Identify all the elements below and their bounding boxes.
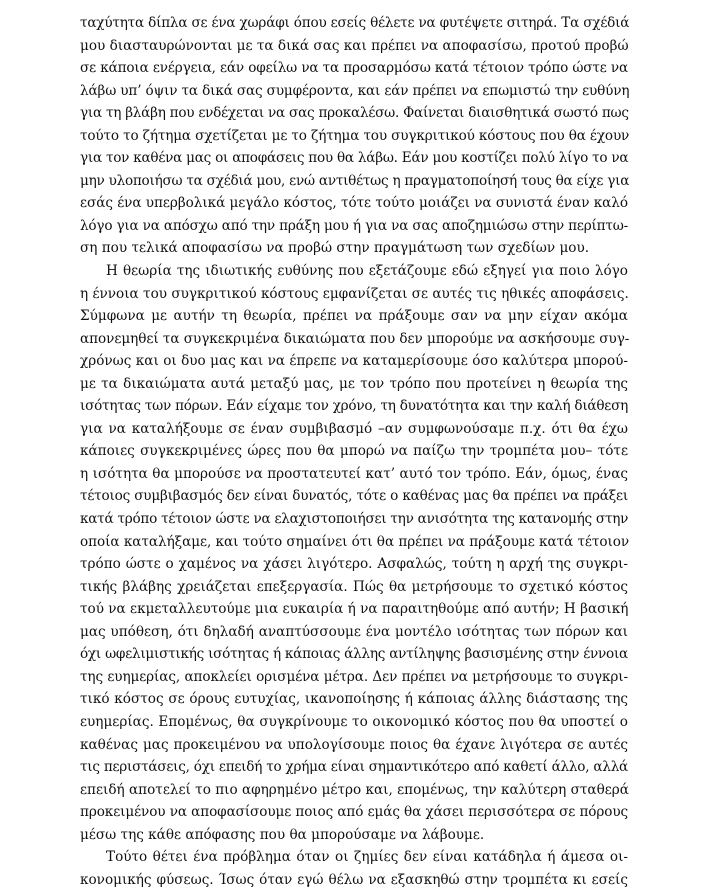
text-line: τέτοιος συμβιβασμός δεν είναι δυνατός, τότε ο καθένας μας θα πρέπει να πράξει xyxy=(80,488,628,505)
text-line: τικό κόστος σε όρους ευτυχίας, ικανοποίησης ή κάποιας άλλης διάστασης της xyxy=(80,691,628,708)
text-line: ισότητας των πόρων. Εάν είχαμε τον χρόνο, τη δυνατότητα και την καλή διάθεση xyxy=(80,398,628,415)
text-line: για τη βλάβη που ενδέχεται να σας προκαλέσω. Φαίνεται διαισθητικά σωστό πως xyxy=(80,105,629,122)
text-line: μην υλοποιήσω τα σχέδιά μου, ενώ αντιθέτως η πραγματοποίησή τους θα είχε για xyxy=(80,172,630,189)
text-line: τρόπο ώστε ο χαμένος να χάσει λιγότερο. Ασφαλώς, τούτη η αρχή της συγκρι- xyxy=(80,556,628,573)
text-line: όχι ωφελιμιστικής ισότητας ή κάποιας άλλης αντίληψης βασισμένης στην έννοια xyxy=(80,646,628,663)
text-line: με τα δικαιώματα αυτά μεταξύ μας, με τον τρόπο που προτείνει η θεωρία της xyxy=(80,375,628,392)
text-line: λάβω υπ’ όψιν τα δικά σας συμφέροντα, και εάν πρέπει να επωμιστώ την ευθύνη xyxy=(80,82,630,99)
text-line: καθένας μας προκειμένου να υπολογίσουμε ποιος θα έχανε λιγότερα σε αυτές xyxy=(80,736,628,753)
text-line: επειδή αποτελεί το πιο αφηρημένο μέτρο και, επομένως, την καλύτερη σταθερά xyxy=(80,781,629,798)
text-line: μέσω της κάθε απόφασης που θα μπορούσαμε να λάβουμε. xyxy=(80,826,485,843)
text-line: τις περιστάσεις, όχι επειδή το χρήμα είναι σημαντικότερο από καθετί άλλο, αλλά xyxy=(80,759,628,776)
text-line: απονεμηθεί τα συγκεκριμένα δικαιώματα που δεν μπορούμε να ασκήσουμε συγ- xyxy=(80,330,630,347)
text-line: οποία καταλήξαμε, και τούτο σημαίνει ότι θα πρέπει να πράξουμε κατά τέτοιον xyxy=(80,533,630,550)
text-line: μας υπόθεση, ότι δηλαδή αναπτύσσουμε ένα μοντέλο ισότητας των πόρων και xyxy=(80,623,628,640)
body-text xyxy=(80,12,628,891)
text-line: τικής βλάβης χρειάζεται επεξεργασία. Πώς θα μετρήσουμε το σχετικό κόστος xyxy=(80,578,628,595)
text-line: λόγο για να απόσχω από την πράξη μου ή για να σας αποζημιώσω στην περίπτω- xyxy=(80,217,628,234)
text-line: κατά τρόπο τέτοιον ώστε να ελαχιστοποιήσει την ανισότητα της κατανομής στην xyxy=(80,511,629,528)
paragraph-first-line: Η θεωρία της ιδιωτικής ευθύνης που εξετάζουμε εδώ εξηγεί για ποιο λόγο xyxy=(106,263,628,280)
text-line: για τον καθένα μας οι αποφάσεις που θα λάβω. Εάν μου κοστίζει πολύ λίγο το να xyxy=(80,150,629,167)
text-line: της ευημερίας, αποκλείει ορισμένα μέτρα. Δεν πρέπει να μετρήσουμε το συγκρι- xyxy=(80,668,628,685)
text-line: ευημερίας. Επομένως, θα συγκρίνουμε το οικονομικό κόστος που θα υποστεί ο xyxy=(80,713,628,730)
text-line: χρόνως και οι δυο μας και να έπρεπε να καταμερίσουμε όσο καλύτερα μπορού- xyxy=(80,353,628,370)
text-line: η ισότητα θα μπορούσε να προστατευτεί κατ’ αυτό τον τρόπο. Εάν, όμως, ένας xyxy=(80,465,628,482)
text-line: εσάς ένα υπερβολικά μεγάλο κόστος, τότε τούτο μοιάζει να συνιστά έναν καλό xyxy=(80,195,628,212)
text-line: κονομικής φύσεως. Ίσως όταν εγώ θέλω να εξασκηθώ στην τρομπέτα κι εσείς xyxy=(80,871,628,888)
text-line: κάποιες συγκεκριμένες ώρες που θα μπορώ να παίζω την τρομπέτα μου– τότε xyxy=(80,443,628,460)
text-line: τούτο το ζήτημα σχετίζεται με το ζήτημα του συγκριτικού κόστους που θα έχουν xyxy=(80,127,630,144)
text-line: σε κάποια ενέργεια, εάν οφείλω να τα προσαρμόσω κατά τέτοιον τρόπο ώστε να xyxy=(80,60,628,77)
text-line: για να καταλήξουμε σε έναν συμβιβασμό –αν συμφωνούσαμε π.χ. ότι θα έχω xyxy=(80,420,628,437)
paragraph-first-line: Τούτο θέτει ένα πρόβλημα όταν οι ζημίες δεν είναι κατάδηλα ή άμεσα οι- xyxy=(106,849,628,866)
text-line: μου διασταυρώνονται με τα δικά σας και πρέπει να αποφασίσω, προτού προβώ xyxy=(80,37,629,54)
text-line: Σύμφωνα με αυτήν τη θεωρία, πρέπει να πράξουμε σαν να μην είχαν ακόμα xyxy=(80,308,628,325)
text-line: προκειμένου να αποφασίσουμε ποιος από εμάς θα χάσει περισσότερα σε πόρους xyxy=(80,804,629,821)
text-line: η έννοια του συγκριτικού κόστους εμφανίζεται σε αυτές τις ηθικές αποφάσεις. xyxy=(80,285,629,302)
text-line: ταχύτητα δίπλα σε ένα χωράφι όπου εσείς θέλετε να φυτέψετε σιτηρά. Τα σχέδιά xyxy=(80,15,630,31)
text-line: τού να εκμεταλλευτούμε μια ευκαιρία ή να παραιτηθούμε από αυτήν; Η βασική xyxy=(80,601,629,618)
text-line: ση που τελικά αποφασίσω να προβώ στην πραγμάτωση των σχεδίων μου. xyxy=(80,240,590,257)
